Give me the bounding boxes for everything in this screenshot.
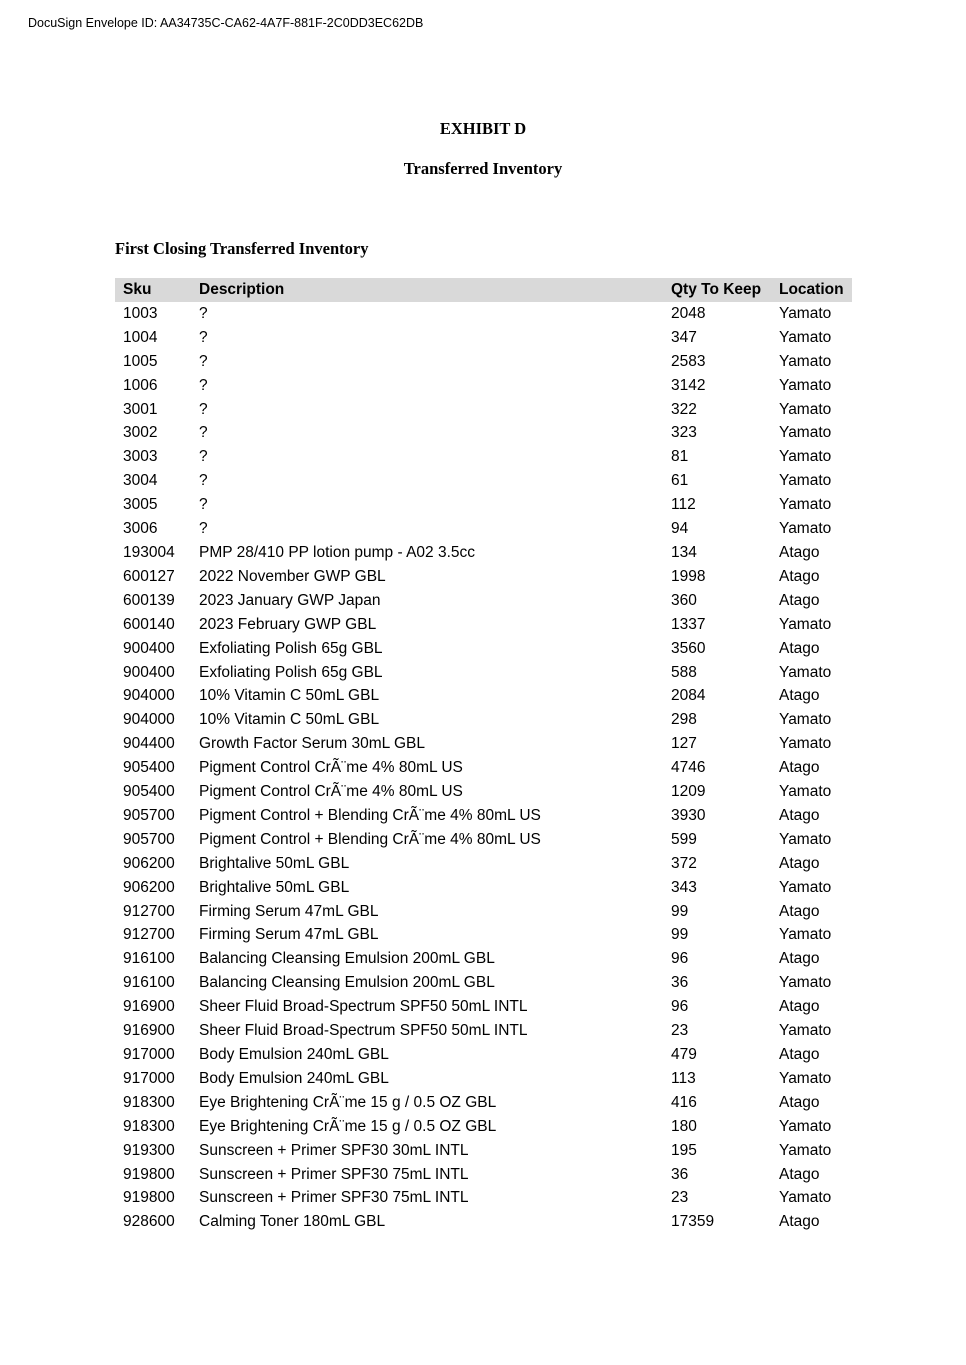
qty-cell: 112 (671, 496, 696, 514)
qty-cell: 347 (671, 328, 697, 346)
qty-cell: 94 (671, 520, 689, 538)
location-cell: Atago (779, 902, 820, 920)
location-cell: Yamato (779, 424, 832, 442)
table-row (115, 613, 852, 637)
qty-cell: 17359 (671, 1213, 715, 1231)
qty-cell: 134 (671, 543, 697, 561)
location-cell: Yamato (779, 1189, 832, 1207)
qty-cell: 343 (671, 878, 697, 896)
location-cell: Yamato (779, 663, 832, 681)
sku-cell: 912700 (123, 902, 175, 920)
qty-cell: 2084 (671, 687, 706, 705)
exhibit-subtitle: Transferred Inventory (403, 159, 563, 178)
qty-cell: 479 (671, 1046, 697, 1063)
qty-cell: 298 (671, 711, 697, 729)
qty-cell: 3142 (671, 376, 706, 394)
table-row (115, 374, 852, 398)
description-cell: Pigment Control + Blending CrÃ¨me 4% 80mL US (199, 806, 541, 824)
description-cell: 2023 January GWP Japan (199, 591, 381, 609)
qty-cell: 113 (671, 1069, 696, 1087)
description-cell: Eye Brightening CrÃ¨me 15 g / 0.5 OZ GBL (199, 1117, 497, 1135)
table-row (115, 421, 852, 445)
header-row (115, 278, 852, 302)
location-cell: Yamato (779, 735, 832, 753)
description-cell: Brightalive 50mL GBL (199, 878, 350, 896)
description-cell: PMP 28/410 PP lotion pump - A02 3.5cc (199, 543, 476, 561)
location-cell: Yamato (779, 400, 832, 418)
table-row (115, 637, 852, 661)
sku-cell: 3002 (123, 424, 158, 442)
table-row (115, 923, 852, 947)
table-row (115, 756, 852, 780)
sku-cell: 3001 (123, 400, 158, 418)
sku-cell: 905400 (123, 759, 175, 777)
location-cell: Yamato (779, 878, 832, 896)
inventory-table-body (115, 302, 852, 1234)
exhibit-title: EXHIBIT D (439, 119, 527, 138)
qty-cell: 1337 (671, 615, 706, 633)
sku-cell: 3005 (123, 496, 158, 514)
table-row (115, 876, 852, 900)
description-cell: Calming Toner 180mL GBL (199, 1213, 386, 1231)
description-cell: Exfoliating Polish 65g GBL (199, 663, 383, 681)
qty-cell: 2048 (671, 304, 706, 322)
location-cell: Yamato (779, 1141, 832, 1159)
qty-cell: 81 (671, 448, 689, 466)
location-cell: Atago (779, 854, 820, 872)
location-cell: Yamato (779, 352, 832, 370)
description-cell: ? (199, 400, 208, 418)
table-row (115, 971, 852, 995)
column-header-qty: Qty To Keep (671, 281, 762, 298)
description-cell: Body Emulsion 240mL GBL (199, 1069, 389, 1087)
description-cell: ? (199, 448, 208, 466)
table-row (115, 947, 852, 971)
sku-cell: 928600 (123, 1213, 175, 1231)
qty-cell: 127 (671, 735, 697, 753)
description-cell: ? (199, 472, 208, 490)
table-row (115, 302, 852, 326)
sku-cell: 906200 (123, 878, 175, 896)
sku-cell: 3006 (123, 520, 158, 538)
location-cell: Yamato (779, 926, 832, 944)
description-cell: 2023 February GWP GBL (199, 615, 377, 633)
qty-cell: 61 (671, 472, 689, 490)
qty-cell: 96 (671, 998, 689, 1016)
description-cell: Balancing Cleansing Emulsion 200mL GBL (199, 950, 495, 968)
location-cell: Atago (779, 1046, 820, 1063)
sku-cell: 919300 (123, 1141, 175, 1159)
description-cell: Pigment Control CrÃ¨me 4% 80mL US (199, 759, 463, 777)
location-cell: Atago (779, 687, 820, 705)
location-cell: Atago (779, 567, 820, 585)
description-cell: 10% Vitamin C 50mL GBL (199, 711, 380, 729)
sku-cell: 904000 (123, 711, 175, 729)
table-row (115, 445, 852, 469)
location-cell: Yamato (779, 304, 832, 322)
location-cell: Atago (779, 950, 820, 968)
location-cell: Atago (779, 591, 820, 609)
location-cell: Yamato (779, 711, 832, 729)
description-cell: Exfoliating Polish 65g GBL (199, 639, 383, 657)
sku-cell: 1005 (123, 352, 158, 370)
sku-cell: 904000 (123, 687, 175, 705)
sku-cell: 916900 (123, 1022, 175, 1040)
table-row (115, 1186, 852, 1210)
description-cell: ? (199, 496, 208, 514)
location-cell: Atago (779, 1213, 820, 1231)
description-cell: Balancing Cleansing Emulsion 200mL GBL (199, 974, 495, 992)
qty-cell: 36 (671, 1165, 689, 1183)
table-row (115, 469, 852, 493)
description-cell: 10% Vitamin C 50mL GBL (199, 687, 380, 705)
table-row (115, 1091, 852, 1115)
table-row (115, 684, 852, 708)
description-cell: Sunscreen + Primer SPF30 75mL INTL (199, 1165, 469, 1183)
sku-cell: 3004 (123, 472, 158, 490)
qty-cell: 4746 (671, 759, 706, 777)
table-row (115, 1210, 852, 1234)
qty-cell: 2583 (671, 352, 706, 370)
column-header-description: Description (199, 281, 285, 298)
table-row (115, 828, 852, 852)
description-cell: Brightalive 50mL GBL (199, 854, 350, 872)
location-cell: Yamato (779, 376, 832, 394)
qty-cell: 416 (671, 1093, 697, 1111)
table-row (115, 1115, 852, 1139)
description-cell: Sunscreen + Primer SPF30 75mL INTL (199, 1189, 469, 1207)
sku-cell: 917000 (123, 1046, 175, 1063)
table-row (115, 852, 852, 876)
description-cell: ? (199, 520, 208, 538)
sku-cell: 916900 (123, 998, 175, 1016)
location-cell: Yamato (779, 615, 832, 633)
sku-cell: 900400 (123, 639, 175, 657)
sku-cell: 912700 (123, 926, 175, 944)
location-cell: Yamato (779, 1022, 832, 1040)
qty-cell: 360 (671, 591, 697, 609)
column-header-location: Location (779, 281, 844, 298)
location-cell: Yamato (779, 448, 832, 466)
sku-cell: 1006 (123, 376, 158, 394)
table-row (115, 493, 852, 517)
table-row (115, 1163, 852, 1187)
description-cell: Pigment Control + Blending CrÃ¨me 4% 80mL US (199, 830, 541, 848)
table-row (115, 661, 852, 685)
inventory-table-header (115, 278, 852, 302)
sku-cell: 917000 (123, 1069, 175, 1087)
table-row (115, 398, 852, 422)
location-cell: Yamato (779, 328, 832, 346)
description-cell: Firming Serum 47mL GBL (199, 926, 379, 944)
table-row (115, 350, 852, 374)
description-cell: ? (199, 352, 208, 370)
location-cell: Yamato (779, 1117, 832, 1135)
qty-cell: 99 (671, 926, 689, 944)
sku-cell: 919800 (123, 1165, 175, 1183)
table-row (115, 589, 852, 613)
description-cell: 2022 November GWP GBL (199, 567, 386, 585)
location-cell: Atago (779, 806, 820, 824)
table-row (115, 541, 852, 565)
envelope-id: DocuSign Envelope ID: AA34735C-CA62-4A7F-881F-2C0DD3EC62DB (28, 16, 424, 30)
table-row (115, 780, 852, 804)
description-cell: Growth Factor Serum 30mL GBL (199, 735, 425, 753)
qty-cell: 1209 (671, 783, 706, 801)
column-header-sku: Sku (123, 281, 152, 298)
table-row (115, 804, 852, 828)
description-cell: ? (199, 424, 208, 442)
sku-cell: 600127 (123, 567, 175, 585)
location-cell: Yamato (779, 783, 832, 801)
sku-cell: 1004 (123, 328, 158, 346)
inventory-table (115, 278, 852, 1234)
table-row (115, 732, 852, 756)
table-row (115, 708, 852, 732)
description-cell: ? (199, 328, 208, 346)
table-row (115, 565, 852, 589)
qty-cell: 372 (671, 854, 697, 872)
description-cell: Sheer Fluid Broad-Spectrum SPF50 50mL INTL (199, 998, 528, 1016)
sku-cell: 905400 (123, 783, 175, 801)
table-row (115, 900, 852, 924)
qty-cell: 195 (671, 1141, 697, 1159)
qty-cell: 36 (671, 974, 689, 992)
description-cell: Firming Serum 47mL GBL (199, 902, 379, 920)
location-cell: Yamato (779, 1069, 832, 1087)
location-cell: Yamato (779, 496, 832, 514)
table-row (115, 517, 852, 541)
location-cell: Yamato (779, 974, 832, 992)
qty-cell: 180 (671, 1117, 697, 1135)
sku-cell: 193004 (123, 543, 175, 561)
sku-cell: 600139 (123, 591, 175, 609)
description-cell: ? (199, 376, 208, 394)
sku-cell: 918300 (123, 1117, 175, 1135)
table-row (115, 1043, 852, 1067)
table-row (115, 1139, 852, 1163)
description-cell: ? (199, 304, 208, 322)
description-cell: Sheer Fluid Broad-Spectrum SPF50 50mL INTL (199, 1022, 528, 1040)
sku-cell: 900400 (123, 663, 175, 681)
location-cell: Yamato (779, 830, 832, 848)
table-row (115, 1067, 852, 1091)
location-cell: Atago (779, 998, 820, 1016)
sku-cell: 904400 (123, 735, 175, 753)
qty-cell: 99 (671, 902, 689, 920)
location-cell: Atago (779, 1165, 820, 1183)
location-cell: Atago (779, 1093, 820, 1111)
location-cell: Yamato (779, 520, 832, 538)
sku-cell: 1003 (123, 304, 158, 322)
section-title: First Closing Transferred Inventory (115, 239, 369, 258)
sku-cell: 600140 (123, 615, 175, 633)
qty-cell: 599 (671, 830, 697, 848)
location-cell: Atago (779, 543, 820, 561)
qty-cell: 1998 (671, 567, 706, 585)
description-cell: Sunscreen + Primer SPF30 30mL INTL (199, 1141, 469, 1159)
table-row (115, 1019, 852, 1043)
sku-cell: 905700 (123, 830, 175, 848)
qty-cell: 96 (671, 950, 689, 968)
location-cell: Atago (779, 759, 820, 777)
sku-cell: 916100 (123, 974, 175, 992)
description-cell: Body Emulsion 240mL GBL (199, 1046, 389, 1063)
qty-cell: 23 (671, 1189, 689, 1207)
table-row (115, 995, 852, 1019)
qty-cell: 3930 (671, 806, 706, 824)
sku-cell: 906200 (123, 854, 175, 872)
qty-cell: 323 (671, 424, 697, 442)
qty-cell: 322 (671, 400, 697, 418)
qty-cell: 3560 (671, 639, 706, 657)
sku-cell: 916100 (123, 950, 175, 968)
description-cell: Pigment Control CrÃ¨me 4% 80mL US (199, 783, 463, 801)
sku-cell: 918300 (123, 1093, 175, 1111)
sku-cell: 3003 (123, 448, 158, 466)
sku-cell: 919800 (123, 1189, 175, 1207)
description-cell: Eye Brightening CrÃ¨me 15 g / 0.5 OZ GBL (199, 1093, 497, 1111)
sku-cell: 905700 (123, 806, 175, 824)
location-cell: Yamato (779, 472, 832, 490)
qty-cell: 23 (671, 1022, 689, 1040)
qty-cell: 588 (671, 663, 697, 681)
location-cell: Atago (779, 639, 820, 657)
table-row (115, 326, 852, 350)
